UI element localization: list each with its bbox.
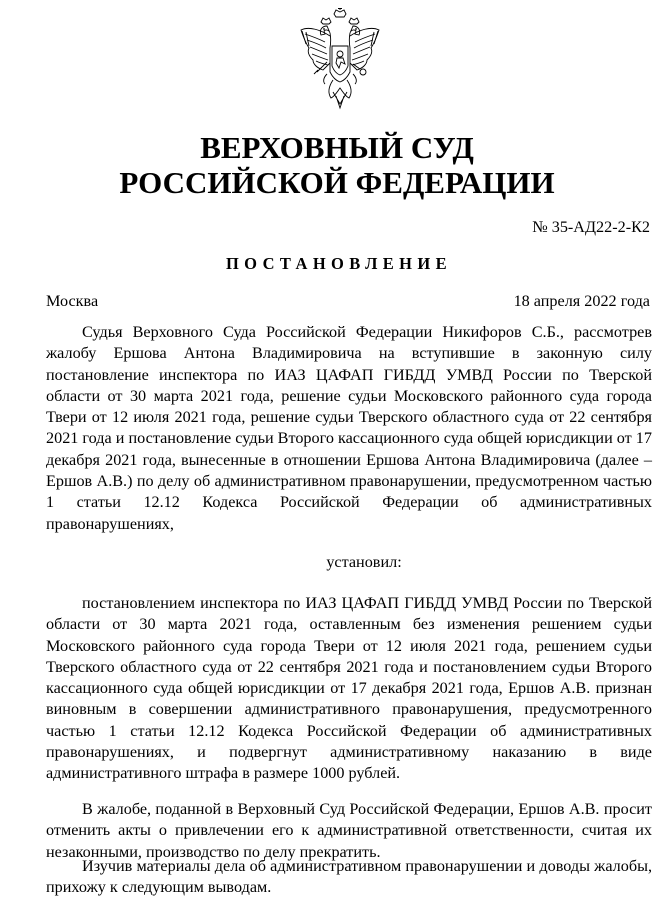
verdict-word: установил: [326, 553, 402, 571]
document-date: 18 апреля 2022 года [513, 292, 650, 310]
court-name-line1: ВЕРХОВНЫЙ СУД [200, 130, 474, 165]
case-number: № 35-АД22-2-К2 [532, 218, 650, 236]
city: Москва [46, 292, 99, 310]
finding-paragraph: постановлением инспектора по ИАЗ ЦАФАП ГИБДД УМВД России по Тверской области от 30 марта 2021 года, оставленным без изменения решением судьи Московского районного суда города Твери от 12 июля 2021 года, решением судьи Тверского областного суда от 22 сентября 2021 года и постановлением судьи Второго кассационного суда общей юрисдикции от 17 декабря 2021 года, Ершов А.В. признан виновным в совершении административного правонарушения, предусмотренного частью 1 статьи 12.12 Кодекса Российской Федерации об административных правонарушениях, и подвергнут административному наказанию в виде административного штрафа в размере 1000 рублей. [46, 594, 652, 783]
conclusion-paragraph: Изучив материалы дела об административном правонарушении и доводы жалобы, прихожу к следующим выводам. [46, 857, 652, 897]
court-name-line2: РОССИЙСКОЙ ФЕДЕРАЦИИ [119, 165, 555, 200]
complaint-paragraph: В жалобе, поданной в Верховный Суд Российской Федерации, Ершов А.В. просит отменить акты о привлечении его к административной ответственности, считая их незаконными, производство по делу прекратить. [46, 800, 652, 861]
coat-of-arms-icon [297, 8, 383, 114]
intro-paragraph: Судья Верховного Суда Российской Федерации Никифоров С.Б., рассмотрев жалобу Ершова Антона Владимировича на вступившие в законную силу постановление инспектора по ИАЗ ЦАФАП ГИБДД УМВД России по Тверской области от 30 марта 2021 года, решение судьи Московского районного суда города Твери от 12 июля 2021 года, решение судьи Тверского областного суда от 22 сентября 2021 года и постановление судьи Второго кассационного суда общей юрисдикции от 17 декабря 2021 года, вынесенные в отношении Ершова Антона Владимировича (далее – Ершов А.В.) по делу об административном правонарушении, предусмотренном частью 1 статьи 12.12 Кодекса Российской Федерации об административных правонарушениях, [46, 323, 652, 533]
document-type-title: ПОСТАНОВЛЕНИЕ [225, 254, 453, 273]
